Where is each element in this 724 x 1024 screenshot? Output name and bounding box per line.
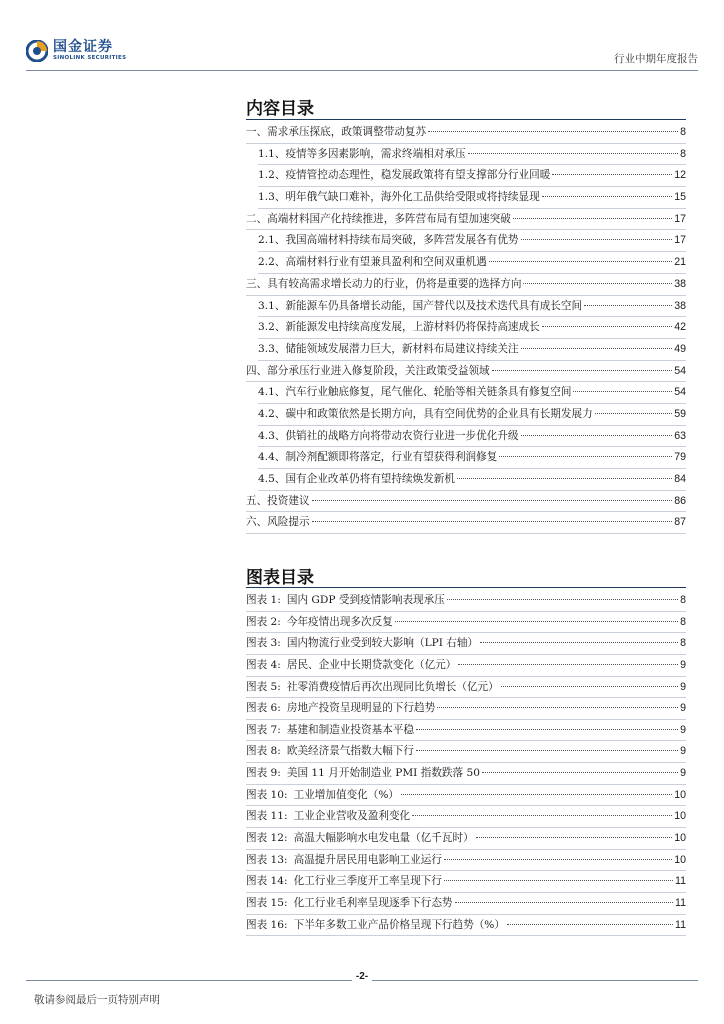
- figure-entry-label: 图表 5:: [246, 680, 281, 693]
- figure-entry-text: 今年疫情出现多次反复: [286, 615, 393, 628]
- leader-dots: [476, 837, 673, 838]
- toc-entry-page: 63: [674, 429, 686, 442]
- toc-entry-text: 一、需求承压探底，政策调整带动复苏: [246, 126, 427, 138]
- toc-entry-text: 3.1、新能源车仍具备增长动能，国产替代以及技术迭代具有成长空间: [258, 299, 583, 312]
- leader-dots: [428, 131, 678, 132]
- figure-entry[interactable]: [246, 763, 686, 785]
- figure-entry-label: 图表 15:: [246, 896, 288, 909]
- toc-entry[interactable]: [246, 491, 686, 513]
- toc-entry-text: 1.2、疫情管控动态理性，稳发展政策将有望支撑部分行业回暖: [258, 169, 551, 182]
- figure-entry-text: 国内 GDP 受到疫情影响表现承压: [286, 594, 445, 606]
- toc-entry-page: 84: [674, 473, 686, 485]
- figure-entry-text: 高温大幅影响水电发电量（亿千瓦时）: [293, 832, 474, 845]
- figure-entry-page: 8: [680, 615, 686, 628]
- leader-dots: [542, 196, 673, 197]
- page-header: [26, 36, 698, 74]
- figure-entry-text: 国内物流行业受到较大影响（LPI 右轴）: [286, 637, 479, 650]
- figure-entry-text: 欧美经济景气指数大幅下行: [286, 745, 414, 758]
- leader-dots: [482, 772, 678, 773]
- figure-entry-text: 基建和制造业投资基本平稳: [286, 723, 414, 736]
- leader-dots: [521, 239, 673, 240]
- toc-entry[interactable]: [246, 317, 686, 339]
- toc-entry-page: 38: [674, 299, 686, 312]
- figure-entry[interactable]: [246, 806, 686, 828]
- leader-dots: [492, 370, 673, 371]
- figure-entry-page: 9: [680, 702, 686, 715]
- figure-entry[interactable]: [246, 828, 686, 850]
- toc-entry-text: 四、部分承压行业进入修复阶段，关注政策受益领域: [246, 364, 490, 377]
- leader-dots: [447, 599, 678, 600]
- leader-dots: [480, 642, 678, 643]
- figure-list: [246, 590, 686, 936]
- leader-dots: [455, 902, 673, 903]
- figure-entry-label: 图表 1:: [246, 594, 281, 606]
- toc-entry[interactable]: [246, 382, 686, 404]
- figure-entry-label: 图表 4:: [246, 658, 281, 671]
- figure-entry[interactable]: [246, 893, 686, 915]
- figure-entry-label: 图表 9:: [246, 767, 281, 780]
- leader-dots: [584, 305, 672, 306]
- toc-entry-page: 54: [674, 364, 686, 377]
- figure-entry-label: 图表 14:: [246, 875, 288, 888]
- brand-name-en: SINOLINK SECURITIES: [53, 55, 127, 62]
- figure-entry[interactable]: [246, 741, 686, 763]
- figure-entry-page: 10: [674, 853, 686, 866]
- figure-entry[interactable]: [246, 850, 686, 872]
- figure-entry-label: 图表 3:: [246, 637, 281, 650]
- logo-mark-icon: [26, 40, 48, 62]
- leader-dots: [312, 500, 673, 501]
- figure-entry-page: 10: [674, 832, 686, 845]
- toc-entry-text: 五、投资建议: [246, 494, 310, 507]
- toc-entry-page: 12: [674, 169, 686, 182]
- toc-entry-page: 38: [674, 277, 686, 290]
- figure-entry-page: 9: [680, 767, 686, 780]
- figure-entry-page: 10: [674, 810, 686, 823]
- leader-dots: [401, 794, 672, 795]
- figure-entry-label: 图表 16:: [246, 918, 288, 931]
- toc-entry-text: 4.1、汽车行业触底修复，尾气催化、轮胎等相关链条具有修复空间: [258, 386, 572, 399]
- toc-entry-text: 三、具有较高需求增长动力的行业，仍将是重要的选择方向: [246, 277, 522, 290]
- toc-entry-text: 二、高端材料国产化持续推进，多阵营布局有望加速突破: [246, 212, 511, 225]
- leader-dots: [437, 707, 678, 708]
- toc-entry[interactable]: [246, 209, 686, 231]
- figure-entry[interactable]: [246, 720, 686, 742]
- header-divider: [26, 70, 698, 71]
- toc-entry[interactable]: [246, 404, 686, 426]
- toc-entry-page: 49: [674, 342, 686, 355]
- toc-entry[interactable]: [246, 447, 686, 469]
- toc-entry-text: 2.1、我国高端材料持续布局突破，多阵营发展各有优势: [258, 234, 519, 247]
- toc-entry[interactable]: [246, 361, 686, 383]
- figure-entry[interactable]: [246, 655, 686, 677]
- toc-entry[interactable]: [246, 296, 686, 318]
- leader-dots: [489, 261, 672, 262]
- figure-entry-page: 9: [680, 680, 686, 693]
- toc-entry[interactable]: [246, 230, 686, 252]
- figure-entry-text: 高温提升居民用电影响工业运行: [293, 853, 442, 866]
- toc-entry-page: 42: [674, 321, 686, 334]
- figure-entry-label: 图表 8:: [246, 745, 281, 758]
- leader-dots: [395, 621, 678, 622]
- toc-entry-text: 3.2、新能源发电持续高度发展，上游材料仍将保持高速成长: [258, 321, 540, 334]
- disclaimer: 敬请参阅最后一页特别声明: [34, 994, 160, 1006]
- leader-dots: [542, 326, 673, 327]
- toc-entry-text: 4.3、供销社的战略方向将带动农资行业进一步优化升级: [258, 429, 519, 442]
- toc-entry-page: 86: [674, 494, 686, 507]
- toc-entry[interactable]: [246, 339, 686, 361]
- figure-entry-text: 美国 11 月开始制造业 PMI 指数跌落 50: [286, 767, 480, 780]
- figure-entry-text: 工业企业营收及盈利变化: [293, 810, 411, 823]
- figure-entry-page: 8: [680, 637, 686, 650]
- leader-dots: [412, 815, 672, 816]
- figure-entry-text: 房地产投资呈现明显的下行趋势: [286, 702, 436, 715]
- figure-entry-page: 11: [675, 875, 686, 888]
- leader-dots: [457, 478, 672, 479]
- figure-entry[interactable]: [246, 871, 686, 893]
- leader-dots: [312, 521, 673, 522]
- toc-entry[interactable]: [246, 144, 686, 166]
- figure-entry-text: 化工行业三季度开工率呈现下行: [293, 875, 442, 888]
- toc-entry-page: 54: [674, 386, 686, 399]
- leader-dots: [552, 174, 672, 175]
- figure-entry-page: 11: [675, 918, 686, 931]
- leader-dots: [523, 283, 672, 284]
- toc-entry-page: 17: [674, 234, 686, 247]
- toc-entry-text: 4.4、制冷剂配额即将落定，行业有望获得利润修复: [258, 451, 498, 464]
- leader-dots: [458, 664, 678, 665]
- toc-entry-page: 8: [680, 147, 686, 160]
- figure-entry-text: 工业增加值变化（%）: [293, 788, 400, 801]
- leader-dots: [444, 859, 672, 860]
- figure-entry-page: 9: [680, 723, 686, 736]
- figure-entry-page: 8: [680, 594, 686, 606]
- toc-entry-text: 4.2、碳中和政策依然是长期方向，具有空间优势的企业具有长期发展力: [258, 407, 593, 420]
- figure-entry[interactable]: [246, 785, 686, 807]
- toc-entry-page: 15: [674, 191, 686, 204]
- figure-entry[interactable]: [246, 590, 686, 612]
- brand-name-cn: 国金证券: [53, 39, 113, 56]
- figure-entry[interactable]: [246, 633, 686, 655]
- leader-dots: [573, 391, 672, 392]
- figure-entry-page: 10: [674, 788, 686, 801]
- leader-dots: [513, 218, 672, 219]
- figure-entry-text: 居民、企业中长期贷款变化（亿元）: [286, 658, 457, 671]
- figure-entry-label: 图表 13:: [246, 853, 288, 866]
- toc-entry-page: 59: [674, 407, 686, 420]
- toc-entry-page: 87: [674, 516, 686, 529]
- leader-dots: [595, 413, 673, 414]
- toc-list: [246, 122, 686, 534]
- page-number: -2-: [352, 971, 372, 982]
- toc-entry-page: 17: [674, 212, 686, 225]
- figure-entry[interactable]: [246, 677, 686, 699]
- toc-entry-page: 21: [674, 256, 686, 269]
- toc-entry-text: 1.3、明年俄气缺口难补，海外化工品供给受限或将持续显现: [258, 191, 540, 204]
- brand-logo: [26, 40, 126, 62]
- figure-entry-page: 9: [680, 658, 686, 671]
- toc-title: 内容目录: [246, 99, 314, 119]
- toc-entry-text: 4.5、国有企业改革仍将有望持续焕发新机: [258, 473, 455, 485]
- toc-entry[interactable]: [246, 469, 686, 491]
- toc-entry-page: 8: [680, 126, 686, 138]
- figure-entry-page: 9: [680, 745, 686, 758]
- figure-entry-page: 11: [675, 896, 686, 909]
- toc-entry-text: 2.2、高端材料行业有望兼具盈利和空间双重机遇: [258, 256, 487, 269]
- leader-dots: [507, 924, 673, 925]
- leader-dots: [521, 348, 673, 349]
- figure-entry-text: 化工行业毛利率呈现逐季下行态势: [293, 896, 453, 909]
- toc-entry-text: 六、风险提示: [246, 516, 310, 529]
- toc-title-rule: [246, 119, 686, 120]
- leader-dots: [416, 729, 678, 730]
- figure-list-title-rule: [246, 587, 686, 588]
- figure-entry-label: 图表 11:: [246, 810, 288, 823]
- figure-entry[interactable]: [246, 915, 686, 937]
- figure-entry-text: 下半年多数工业产品价格呈现下行趋势（%）: [293, 918, 505, 931]
- figure-list-title: 图表目录: [246, 568, 314, 588]
- row-divider: [246, 533, 686, 534]
- leader-dots: [501, 686, 678, 687]
- figure-entry[interactable]: [246, 698, 686, 720]
- page-number-wrap: [0, 971, 724, 982]
- figure-entry[interactable]: [246, 612, 686, 634]
- toc-entry-page: 79: [674, 451, 686, 464]
- figure-entry-text: 社零消费疫情后再次出现同比负增长（亿元）: [286, 680, 499, 693]
- toc-entry[interactable]: [246, 274, 686, 296]
- toc-entry-text: 3.3、储能领域发展潜力巨大，新材料布局建议持续关注: [258, 342, 519, 355]
- figure-entry-label: 图表 12:: [246, 832, 288, 845]
- figure-entry-label: 图表 2:: [246, 615, 281, 628]
- report-type: 行业中期年度报告: [614, 53, 698, 65]
- leader-dots: [416, 750, 678, 751]
- row-divider: [246, 935, 686, 936]
- toc-entry[interactable]: [246, 512, 686, 534]
- toc-entry[interactable]: [246, 165, 686, 187]
- toc-entry[interactable]: [246, 122, 686, 144]
- toc-entry-text: 1.1、疫情等多因素影响，需求终端相对承压: [258, 147, 466, 160]
- toc-entry[interactable]: [246, 252, 686, 274]
- figure-entry-label: 图表 6:: [246, 702, 281, 715]
- figure-entry-label: 图表 10:: [246, 788, 288, 801]
- leader-dots: [521, 435, 673, 436]
- figure-entry-label: 图表 7:: [246, 723, 281, 736]
- leader-dots: [468, 153, 679, 154]
- toc-entry[interactable]: [246, 426, 686, 448]
- leader-dots: [499, 456, 672, 457]
- toc-entry[interactable]: [246, 187, 686, 209]
- leader-dots: [444, 880, 673, 881]
